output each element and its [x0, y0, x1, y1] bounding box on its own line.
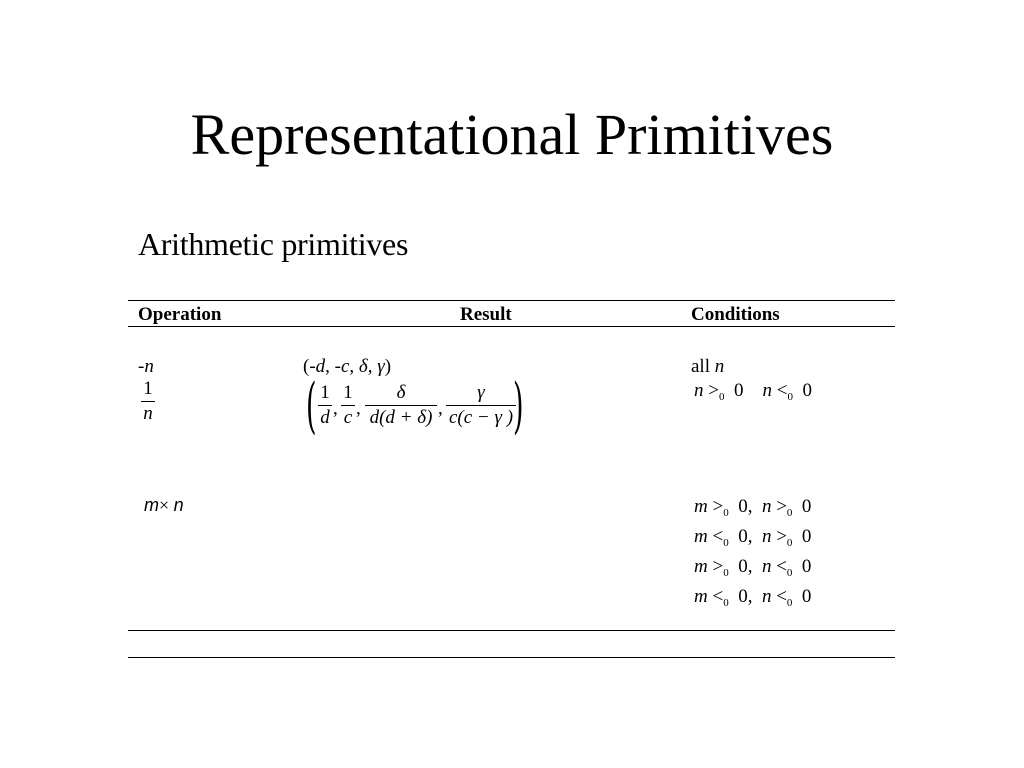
header-conditions: Conditions	[691, 304, 780, 325]
operation-reciprocal: 1 n	[141, 378, 155, 425]
condition-multiply-4: $m <_0$ 0, $n <_0$ 0	[694, 586, 812, 609]
table-bottom-rule	[128, 630, 895, 631]
result-negate: (-d, -c, δ, γ)	[303, 356, 392, 377]
right-paren: )	[513, 371, 524, 441]
condition-all: all n	[691, 356, 725, 377]
left-paren: (	[306, 371, 317, 441]
condition-multiply-1: $m >_0$ 0, $n >_0$ 0	[694, 496, 812, 519]
condition-reciprocal: $n >_0$ 0 $n <_0$ 0	[694, 380, 812, 403]
header-result: Result	[460, 304, 512, 325]
operation-negate: -n	[138, 356, 154, 377]
header-operation: Operation	[138, 304, 222, 325]
header-bottom-rule	[128, 326, 895, 327]
slide-title: Representational Primitives	[190, 102, 834, 167]
table-extra-rule	[128, 657, 895, 658]
slide-subtitle: Arithmetic primitives	[138, 226, 409, 262]
operation-multiply: m× n	[144, 495, 184, 515]
condition-multiply-2: $m <_0$ 0, $n >_0$ 0	[694, 526, 812, 549]
condition-multiply-3: $m >_0$ 0, $n <_0$ 0	[694, 556, 812, 579]
table-top-rule	[128, 300, 895, 301]
